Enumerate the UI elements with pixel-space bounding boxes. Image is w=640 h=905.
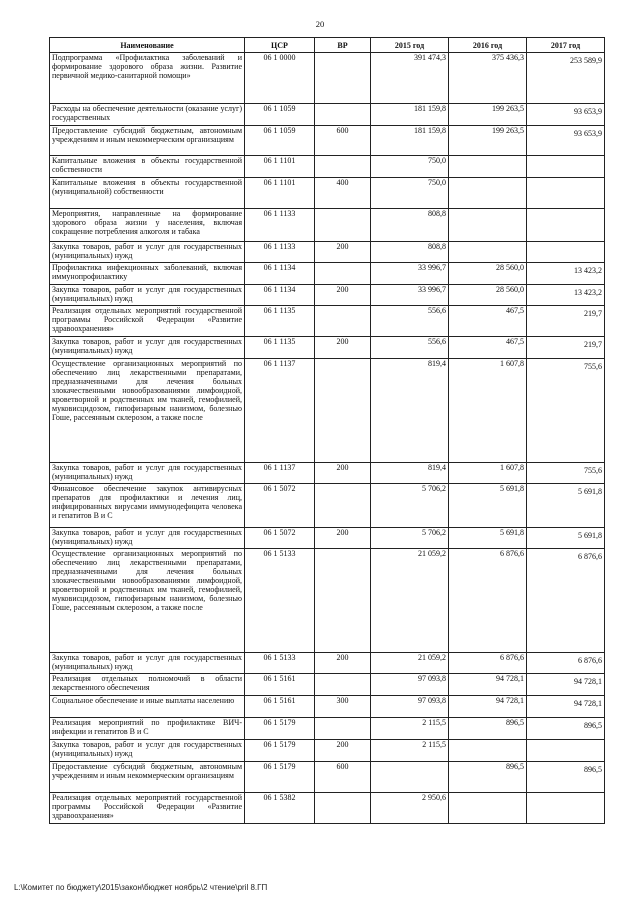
row-2017: 896,5 — [527, 762, 605, 793]
row-csr: 06 1 1134 — [245, 285, 315, 306]
row-2016 — [449, 242, 527, 263]
row-2017: 6 876,6 — [527, 653, 605, 674]
row-name: Закупка товаров, работ и услуг для государственных (муниципальных) нужд — [50, 337, 245, 359]
row-name: Закупка товаров, работ и услуг для государственных (муниципальных) нужд — [50, 242, 245, 263]
table-row — [50, 674, 605, 696]
table-row — [50, 653, 605, 674]
row-2017: 755,6 — [527, 359, 605, 463]
row-csr: 06 1 1059 — [245, 104, 315, 126]
table-row — [50, 156, 605, 178]
row-name: Подпрограмма «Профилактика заболеваний и формирование здорового образа жизни. Развитие первичной медико-санитарной помощи» — [50, 53, 245, 104]
table-row — [50, 285, 605, 306]
row-vr: 200 — [315, 463, 371, 484]
table-row — [50, 242, 605, 263]
row-2016: 5 691,8 — [449, 528, 527, 549]
header-2016: 2016 год — [449, 38, 527, 53]
row-csr: 06 1 5161 — [245, 674, 315, 696]
row-csr: 06 1 1133 — [245, 209, 315, 242]
row-vr: 400 — [315, 178, 371, 209]
row-2016: 199 263,5 — [449, 126, 527, 156]
row-2016: 94 728,1 — [449, 674, 527, 696]
budget-table — [49, 37, 605, 824]
row-name: Капитальные вложения в объекты государственной (муниципальной) собственности — [50, 178, 245, 209]
row-2015: 21 059,2 — [371, 549, 449, 653]
row-2015: 5 706,2 — [371, 528, 449, 549]
row-csr: 06 1 1137 — [245, 463, 315, 484]
row-csr: 06 1 1101 — [245, 178, 315, 209]
row-2015: 97 093,8 — [371, 696, 449, 718]
row-name: Предоставление субсидий бюджетным, автономным учреждениям и иным некоммерческим организациям — [50, 762, 245, 793]
header-name: Наименование — [50, 38, 245, 53]
row-name: Реализация мероприятий по профилактике ВИЧ-инфекции и гепатитов В и С — [50, 718, 245, 740]
row-csr: 06 1 5382 — [245, 793, 315, 824]
row-name: Профилактика инфекционных заболеваний, включая иммунопрофилактику — [50, 263, 245, 285]
row-2017 — [527, 740, 605, 762]
row-2016 — [449, 793, 527, 824]
row-2016 — [449, 178, 527, 209]
header-2015: 2015 год — [371, 38, 449, 53]
row-2015: 2 950,6 — [371, 793, 449, 824]
table-row — [50, 740, 605, 762]
table-row — [50, 126, 605, 156]
row-name: Предоставление субсидий бюджетным, автономным учреждениям и иным некоммерческим организациям — [50, 126, 245, 156]
row-2015: 97 093,8 — [371, 674, 449, 696]
table-row — [50, 762, 605, 793]
row-2015: 33 996,7 — [371, 285, 449, 306]
row-name: Осуществление организационных мероприятий по обеспечению лиц лекарственными препаратами, предназначенными для лечения больных злокачественными новообразованиями лимфоидной, кроветворной и родственных им тканей, гемофилией, муковисцидозом, гипофизарным нанизмом, болезнью Гоше, рассеянным склерозом, а также после — [50, 549, 245, 653]
row-2017 — [527, 793, 605, 824]
row-2016: 28 560,0 — [449, 263, 527, 285]
table-row — [50, 463, 605, 484]
row-2016: 467,5 — [449, 337, 527, 359]
row-vr: 200 — [315, 528, 371, 549]
row-vr: 300 — [315, 696, 371, 718]
row-csr: 06 1 5133 — [245, 653, 315, 674]
table-row — [50, 696, 605, 718]
row-2017: 6 876,6 — [527, 549, 605, 653]
row-2017 — [527, 242, 605, 263]
row-2015: 5 706,2 — [371, 484, 449, 528]
row-vr: 600 — [315, 762, 371, 793]
row-2015: 33 996,7 — [371, 263, 449, 285]
row-csr: 06 1 5179 — [245, 740, 315, 762]
row-2015: 2 115,5 — [371, 718, 449, 740]
row-name: Реализация отдельных мероприятий государственной программы Российской Федерации «Развитие здравоохранения» — [50, 793, 245, 824]
row-csr: 06 1 1059 — [245, 126, 315, 156]
row-vr — [315, 156, 371, 178]
row-name: Капитальные вложения в объекты государственной собственности — [50, 156, 245, 178]
row-2017: 13 423,2 — [527, 285, 605, 306]
row-2017: 5 691,8 — [527, 484, 605, 528]
row-2017: 94 728,1 — [527, 696, 605, 718]
row-vr — [315, 674, 371, 696]
table-row — [50, 549, 605, 653]
row-csr: 06 1 1135 — [245, 306, 315, 337]
row-vr — [315, 718, 371, 740]
row-2015: 808,8 — [371, 209, 449, 242]
row-name: Мероприятия, направленные на формирование здорового образа жизни у населения, включая сокращение потребления алкоголя и табака — [50, 209, 245, 242]
row-csr: 06 1 0000 — [245, 53, 315, 104]
row-csr: 06 1 5179 — [245, 762, 315, 793]
table-row — [50, 337, 605, 359]
row-name: Расходы на обеспечение деятельности (оказание услуг) государственных — [50, 104, 245, 126]
row-vr — [315, 53, 371, 104]
row-2016: 1 607,8 — [449, 463, 527, 484]
row-csr: 06 1 1133 — [245, 242, 315, 263]
row-2016: 199 263,5 — [449, 104, 527, 126]
row-name: Социальное обеспечение и иные выплаты населению — [50, 696, 245, 718]
header-vr: ВР — [315, 38, 371, 53]
row-2016 — [449, 740, 527, 762]
table-row — [50, 53, 605, 104]
row-2017 — [527, 156, 605, 178]
row-2017: 896,5 — [527, 718, 605, 740]
row-2015: 819,4 — [371, 359, 449, 463]
row-vr — [315, 263, 371, 285]
row-2017: 94 728,1 — [527, 674, 605, 696]
row-2015: 556,6 — [371, 337, 449, 359]
row-2016: 375 436,3 — [449, 53, 527, 104]
row-name: Закупка товаров, работ и услуг для государственных (муниципальных) нужд — [50, 528, 245, 549]
row-2016: 6 876,6 — [449, 653, 527, 674]
row-2015: 750,0 — [371, 156, 449, 178]
row-vr: 600 — [315, 126, 371, 156]
table-row — [50, 484, 605, 528]
row-2017: 93 653,9 — [527, 126, 605, 156]
row-2015: 556,6 — [371, 306, 449, 337]
row-2015: 21 059,2 — [371, 653, 449, 674]
table-row — [50, 359, 605, 463]
row-name: Финансовое обеспечение закупок антивирусных препаратов для профилактики и лечения лиц, инфицированных вирусами иммунодефицита человека и гепатитов В и С — [50, 484, 245, 528]
row-2016: 28 560,0 — [449, 285, 527, 306]
row-vr — [315, 549, 371, 653]
row-2016: 896,5 — [449, 762, 527, 793]
row-2017: 755,6 — [527, 463, 605, 484]
row-2017: 219,7 — [527, 337, 605, 359]
row-name: Закупка товаров, работ и услуг для государственных (муниципальных) нужд — [50, 653, 245, 674]
row-vr — [315, 793, 371, 824]
row-vr: 200 — [315, 653, 371, 674]
table-row — [50, 263, 605, 285]
row-2015: 181 159,8 — [371, 104, 449, 126]
table-header-row — [50, 38, 605, 53]
row-name: Закупка товаров, работ и услуг для государственных (муниципальных) нужд — [50, 463, 245, 484]
row-2015: 181 159,8 — [371, 126, 449, 156]
row-2017: 5 691,8 — [527, 528, 605, 549]
row-name: Закупка товаров, работ и услуг для государственных (муниципальных) нужд — [50, 285, 245, 306]
row-2016: 94 728,1 — [449, 696, 527, 718]
row-vr — [315, 104, 371, 126]
row-name: Реализация отдельных полномочий в области лекарственного обеспечения — [50, 674, 245, 696]
row-vr — [315, 484, 371, 528]
row-2017 — [527, 209, 605, 242]
row-2015: 819,4 — [371, 463, 449, 484]
row-vr: 200 — [315, 285, 371, 306]
table-row — [50, 209, 605, 242]
row-csr: 06 1 1135 — [245, 337, 315, 359]
row-vr: 200 — [315, 337, 371, 359]
row-2016 — [449, 209, 527, 242]
row-vr — [315, 359, 371, 463]
row-2017: 13 423,2 — [527, 263, 605, 285]
row-csr: 06 1 1137 — [245, 359, 315, 463]
row-csr: 06 1 1101 — [245, 156, 315, 178]
row-name: Закупка товаров, работ и услуг для государственных (муниципальных) нужд — [50, 740, 245, 762]
row-name: Реализация отдельных мероприятий государственной программы Российской Федерации «Развитие здравоохранения» — [50, 306, 245, 337]
row-2015: 808,8 — [371, 242, 449, 263]
row-vr: 200 — [315, 740, 371, 762]
row-2017: 93 653,9 — [527, 104, 605, 126]
row-2016: 467,5 — [449, 306, 527, 337]
row-2016: 6 876,6 — [449, 549, 527, 653]
row-vr: 200 — [315, 242, 371, 263]
header-csr: ЦСР — [245, 38, 315, 53]
table-row — [50, 528, 605, 549]
row-csr: 06 1 5072 — [245, 484, 315, 528]
row-2016: 1 607,8 — [449, 359, 527, 463]
file-path-footer: L:\Комитет по бюджету\2015\закон\бюджет ноябрь\2 чтение\pril 8.ГП — [14, 883, 268, 892]
row-csr: 06 1 5072 — [245, 528, 315, 549]
row-csr: 06 1 1134 — [245, 263, 315, 285]
row-2015: 2 115,5 — [371, 740, 449, 762]
table-row — [50, 306, 605, 337]
table-row — [50, 793, 605, 824]
row-2015: 750,0 — [371, 178, 449, 209]
page-number: 20 — [315, 19, 325, 29]
row-2016: 896,5 — [449, 718, 527, 740]
row-csr: 06 1 5179 — [245, 718, 315, 740]
row-vr — [315, 209, 371, 242]
row-2017: 219,7 — [527, 306, 605, 337]
row-2017: 253 589,9 — [527, 53, 605, 104]
row-2017 — [527, 178, 605, 209]
row-csr: 06 1 5133 — [245, 549, 315, 653]
row-2015 — [371, 762, 449, 793]
header-2017: 2017 год — [527, 38, 605, 53]
row-vr — [315, 306, 371, 337]
row-name: Осуществление организационных мероприятий по обеспечению лиц лекарственными препаратами, предназначенными для лечения больных злокачественными новообразованиями лимфоидной, кроветворной и родственных им тканей, гемофилией, муковисцидозом, гипофизарным нанизмом, болезнью Гоше, рассеянным склерозом, а также после — [50, 359, 245, 463]
row-csr: 06 1 5161 — [245, 696, 315, 718]
row-2016 — [449, 156, 527, 178]
row-2016: 5 691,8 — [449, 484, 527, 528]
row-2015: 391 474,3 — [371, 53, 449, 104]
table-row — [50, 178, 605, 209]
table-row — [50, 718, 605, 740]
table-row — [50, 104, 605, 126]
